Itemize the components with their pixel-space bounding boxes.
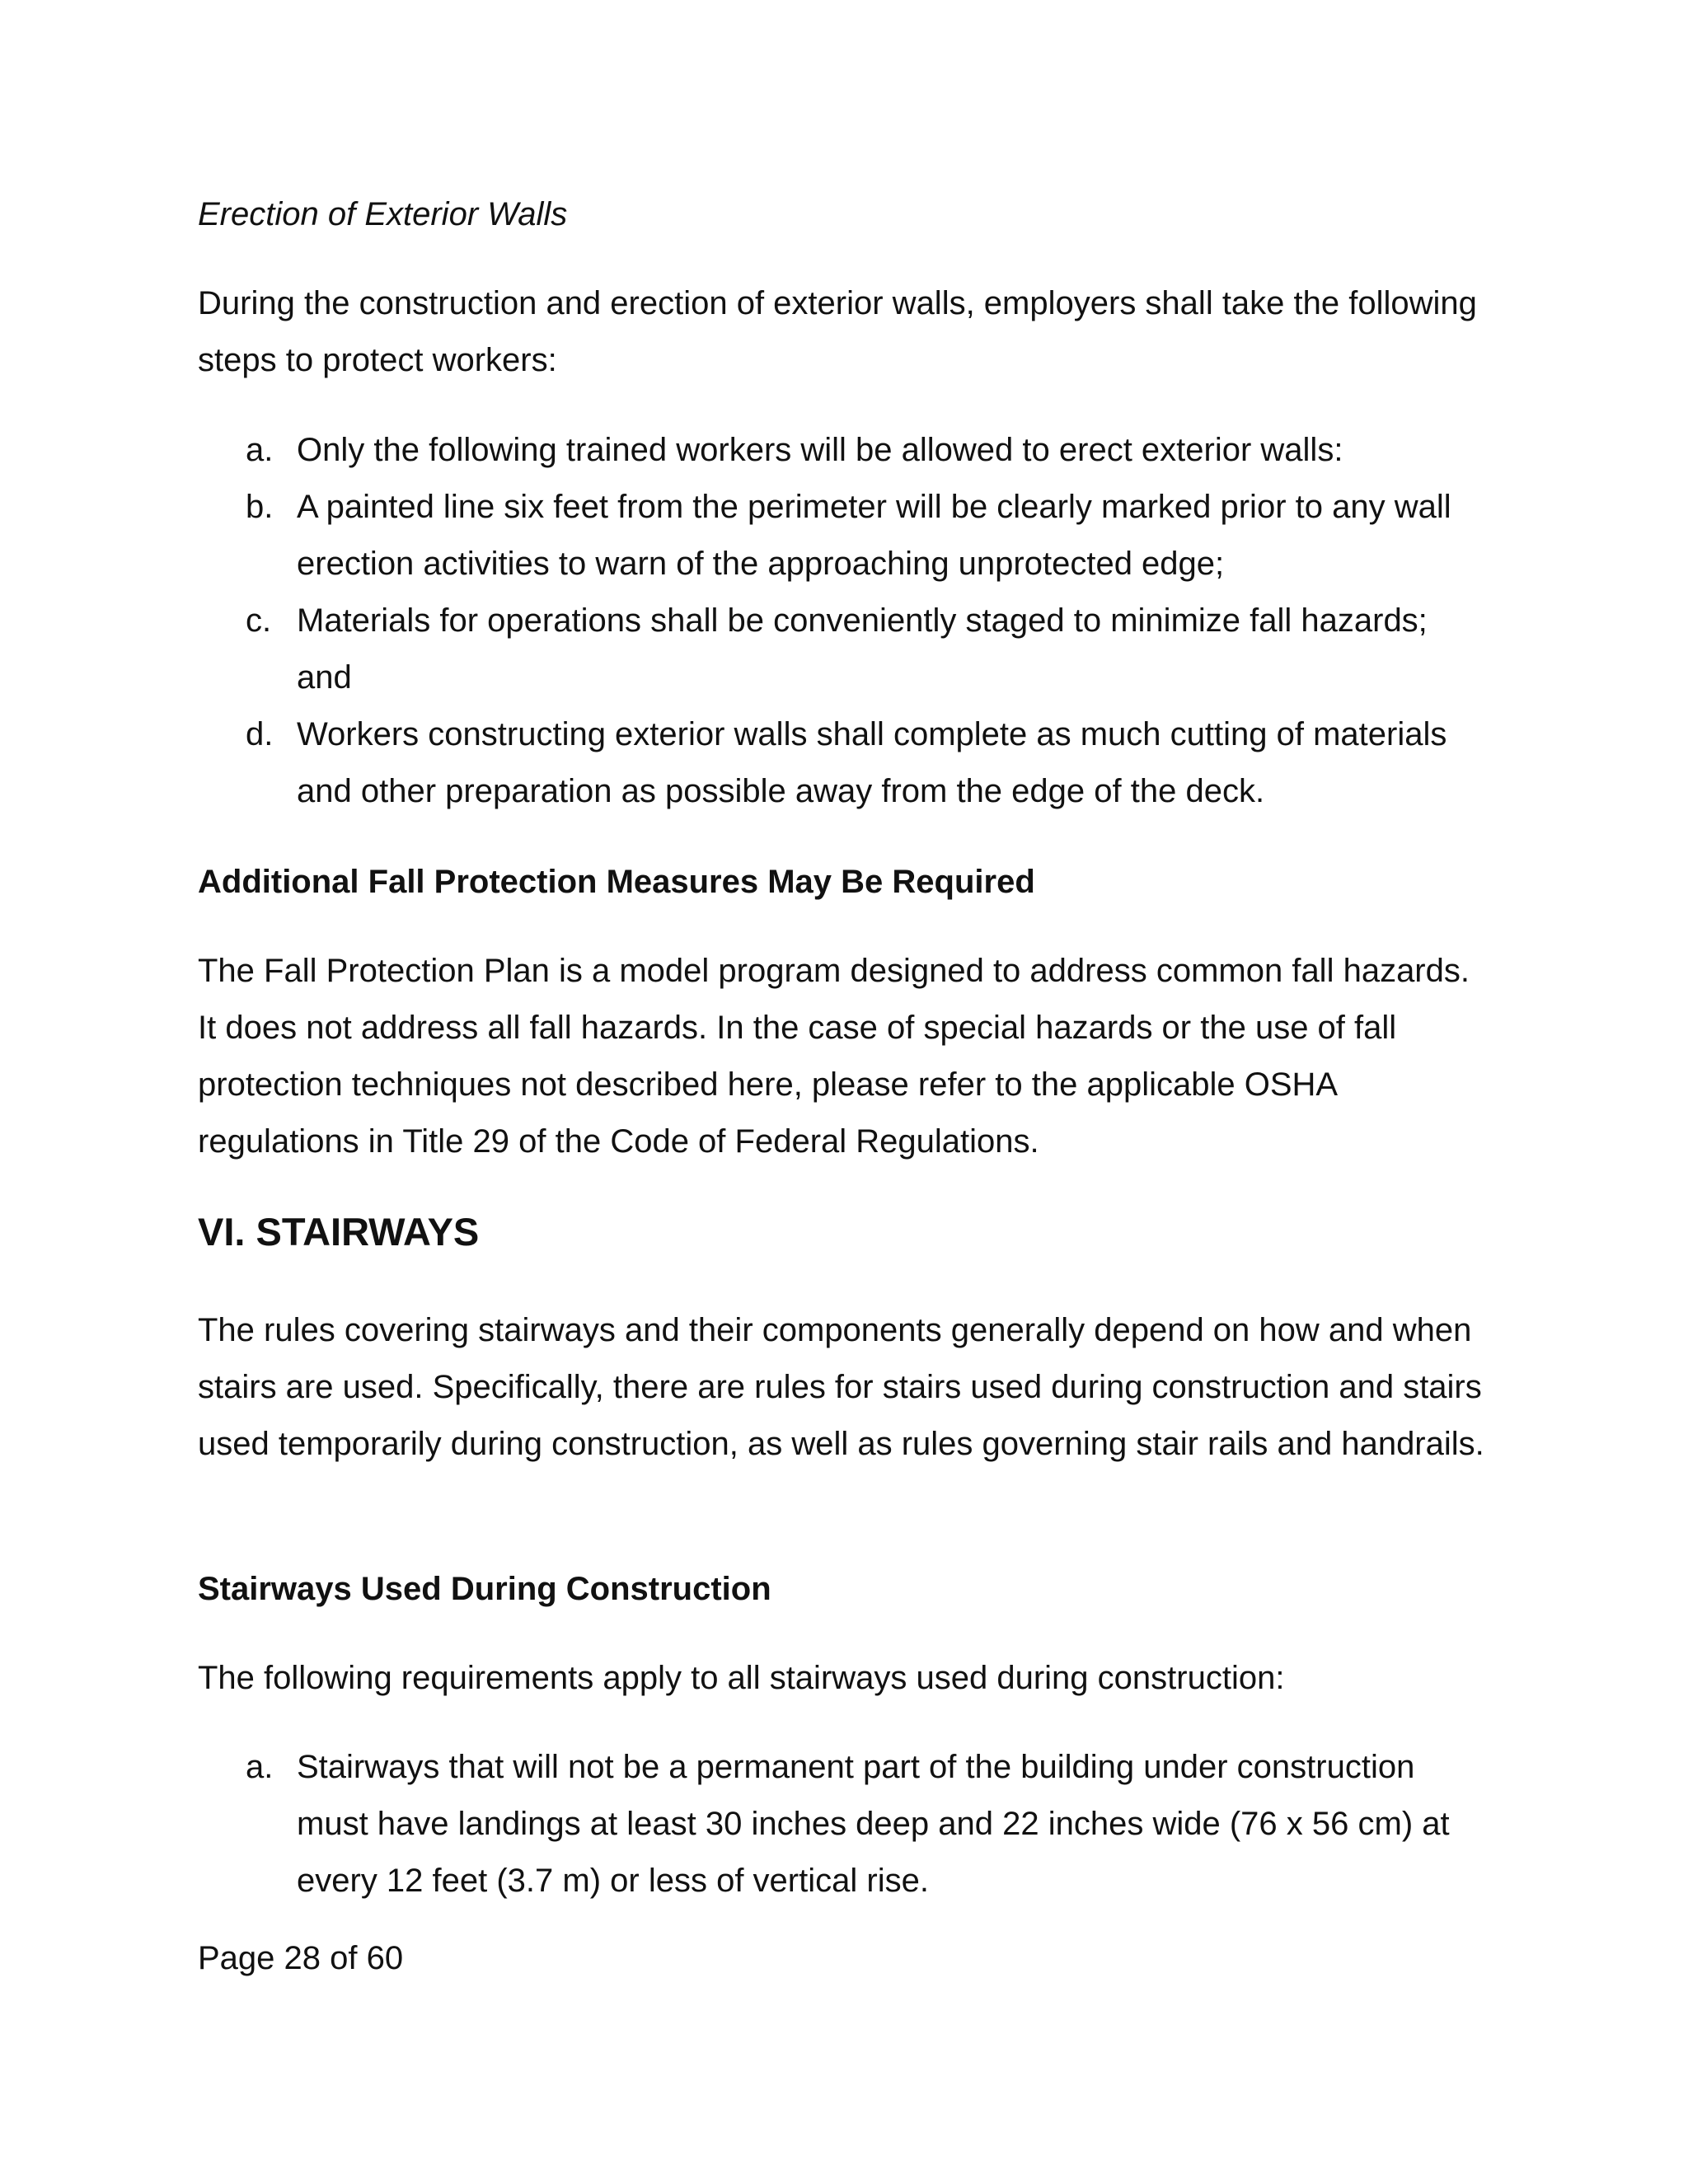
document-page [198,0,1517,2184]
list-item-text: Only the following trained workers will be allowed to erect exterior walls: [297,432,1343,468]
list-item-text: Stairways that will not be a permanent part of the building under construction must have landings at least 30 inches deep and 22 inches wide (76 x 56 cm) at every 12 feet (3.7 m) or less of vertical rise. [297,1749,1450,1899]
list-item [198,422,1471,479]
list-item [198,479,1471,593]
stairways-body: The rules covering stairways and their components generally depend on how and when stairs are used. Specifically, there are rules for stairs used during construction and stairs used temporarily during construction, as well as rules governing stair rails and handrails. [198,1312,1484,1462]
additional-measures-heading: Additional Fall Protection Measures May Be Required [198,864,1035,900]
stairways-construction-list [198,1739,1471,1910]
stairways-construction-heading: Stairways Used During Construction [198,1571,771,1607]
list-item [198,706,1471,820]
list-marker: c. [246,602,272,639]
stairways-heading: VI. STAIRWAYS [198,1210,480,1254]
list-item-text: A painted line six feet from the perimeter will be clearly marked prior to any wall erection activities to warn of the approaching unprotected edge; [297,489,1451,582]
exterior-walls-intro: During the construction and erection of exterior walls, employers shall take the following steps to protect workers: [198,285,1477,378]
list-marker: a. [246,1749,274,1785]
list-marker: a. [246,432,274,468]
page-number: Page 28 of 60 [198,1940,404,1976]
list-item [198,593,1471,706]
list-marker: d. [246,716,274,752]
stairways-construction-intro: The following requirements apply to all stairways used during construction: [198,1660,1285,1696]
additional-measures-body: The Fall Protection Plan is a model program designed to address common fall hazards. It does not address all fall hazards. In the case of special hazards or the use of fall protection techniques not described here, please refer to the applicable OSHA regulations in Title 29 of the Code of Federal Regulations. [198,953,1470,1160]
list-item-text: Materials for operations shall be conveniently staged to minimize fall hazards; and [297,602,1428,696]
list-item [198,1739,1471,1910]
exterior-walls-heading: Erection of Exterior Walls [198,196,568,232]
list-marker: b. [246,489,274,525]
exterior-walls-list [198,422,1471,820]
list-item-text: Workers constructing exterior walls shall complete as much cutting of materials and other preparation as possible away from the edge of the deck. [297,716,1447,809]
